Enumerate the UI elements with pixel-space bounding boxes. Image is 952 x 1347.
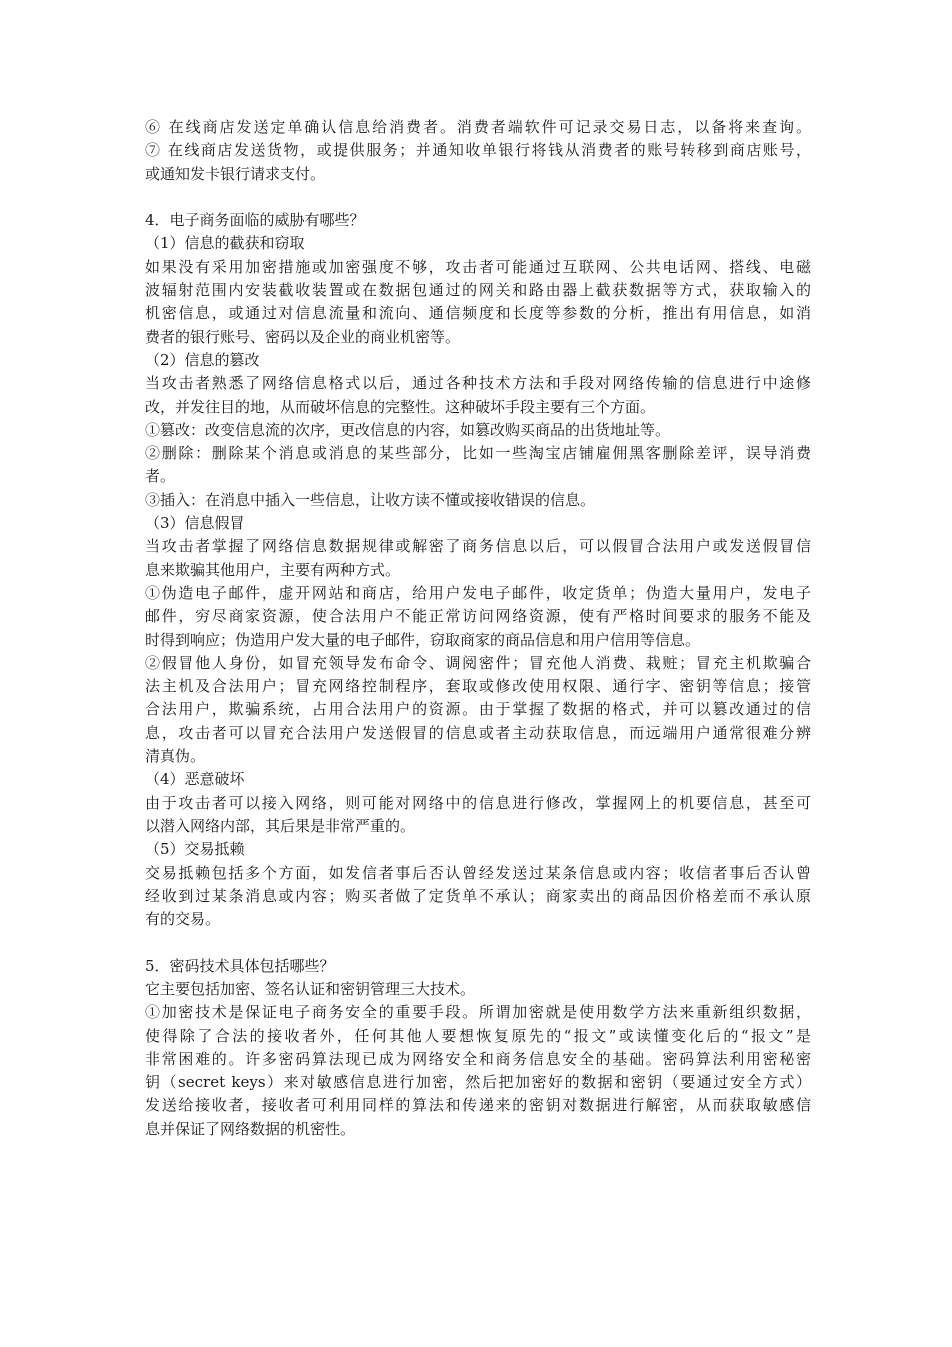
text-line: ①伪造电子邮件，虚开网站和商店，给用户发电子邮件，收定货单；伪造大量用户，发电子 (145, 583, 811, 602)
text-line: 以潜入网络内部，其后果是非常严重的。 (145, 816, 416, 835)
section-heading: 5．密码技术具体包括哪些？ (145, 956, 335, 975)
text-line: 交易抵赖包括多个方面，如发信者事后否认曾经发送过某条信息或内容；收信者事后否认曾 (145, 863, 811, 882)
text-line: 费者的银行账号、密码以及企业的商业机密等。 (145, 327, 461, 346)
text-line: ②假冒他人身份，如冒充领导发布命令、调阅密件；冒充他人消费、栽赃；冒充主机欺骗合 (145, 653, 811, 672)
text-line: ①加密技术是保证电子商务安全的重要手段。所谓加密就是使用数学方法来重新组织数据， (145, 1003, 811, 1022)
text-line: 经收到过某条消息或内容；购买者做了定货单不承认；商家卖出的商品因价格差而不承认原 (145, 886, 811, 905)
section-heading: 4．电子商务面临的威胁有哪些？ (145, 211, 365, 230)
text-line: 当攻击者熟悉了网络信息格式以后，通过各种技术方法和手段对网络传输的信息进行中途修 (145, 374, 811, 393)
text-line: 使得除了合法的接收者外，任何其他人要想恢复原先的“报文”或读懂变化后的“报文”是 (145, 1026, 811, 1045)
text-line: 合法用户，欺骗系统，占用合法用户的资源。由于掌握了数据的格式，并可以篡改通过的信 (145, 700, 811, 719)
text-line: 清真伪。 (145, 747, 206, 766)
blank-line (145, 931, 811, 954)
text-line: 发送给接收者，接收者可利用同样的算法和传递来的密钥对数据进行解密，从而获取敏感信 (145, 1096, 811, 1115)
text-line: 邮件，穷尽商家资源，使合法用户不能正常访问网络资源，使有严格时间要求的服务不能及 (145, 607, 811, 626)
text-line: 息来欺骗其他用户，主要有两种方式。 (145, 560, 401, 579)
text-line: ③插入：在消息中插入一些信息，让收方读不懂或接收错误的信息。 (145, 490, 596, 509)
subsection-heading: （2）信息的篡改 (145, 350, 260, 369)
text-line: ⑦ 在线商店发送货物，或提供服务；并通知收单银行将钱从消费者的账号转移到商店账号， (145, 141, 811, 160)
text-line: 非常困难的。许多密码算法现已成为网络安全和商务信息安全的基础。密码算法利用密秘密 (145, 1049, 811, 1068)
text-line: 如果没有采用加密措施或加密强度不够，攻击者可能通过互联网、公共电话网、搭线、电磁 (145, 257, 811, 276)
blank-line (145, 186, 811, 209)
subsection-heading: （3）信息假冒 (145, 514, 245, 533)
text-line: 机密信息，或通过对信息流量和流向、通信频度和长度等参数的分析，推出有用信息，如消 (145, 304, 811, 323)
text-line: 钥（secret keys）来对敏感信息进行加密，然后把加密好的数据和密钥（要通过安全方式） (145, 1073, 811, 1092)
text-line: 由于攻击者可以接入网络，则可能对网络中的信息进行修改，掌握网上的机要信息，甚至可 (145, 793, 811, 812)
text-line: 息，攻击者可以冒充合法用户发送假冒的信息或者主动获取信息，而远端用户通常很难分辨 (145, 723, 811, 742)
text-line: 时得到响应；伪造用户发大量的电子邮件，窃取商家的商品信息和用户信用等信息。 (145, 630, 701, 649)
text-line: 者。 (145, 467, 176, 486)
text-line: ⑥ 在线商店发送定单确认信息给消费者。消费者端软件可记录交易日志，以备将来查询。 (145, 118, 811, 136)
text-line: ②删除：删除某个消息或消息的某些部分，比如一些淘宝店铺雇佣黑客删除差评，误导消费 (145, 444, 811, 463)
text-line: 它主要包括加密、签名认证和密钥管理三大技术。 (145, 979, 476, 998)
text-line: 或通知发卡银行请求支付。 (145, 164, 326, 183)
document-body (145, 116, 811, 1141)
text-line: 息并保证了网络数据的机密性。 (145, 1119, 356, 1138)
subsection-heading: （1）信息的截获和窃取 (145, 234, 305, 253)
subsection-heading: （4）恶意破坏 (145, 770, 245, 789)
text-line: 有的交易。 (145, 910, 221, 929)
text-line: 当攻击者掌握了网络信息数据规律或解密了商务信息以后，可以假冒合法用户或发送假冒信 (145, 537, 811, 556)
text-line: 波辐射范围内安装截收装置或在数据包通过的网关和路由器上截获数据等方式，获取输入的 (145, 281, 811, 300)
subsection-heading: （5）交易抵赖 (145, 840, 245, 859)
text-line: 改，并发往目的地，从而破坏信息的完整性。这种破坏手段主要有三个方面。 (145, 397, 656, 416)
text-line: ①篡改：改变信息流的次序，更改信息的内容，如篡改购买商品的出货地址等。 (145, 420, 671, 439)
text-line: 法主机及合法用户；冒充网络控制程序，套取或修改使用权限、通行字、密钥等信息；接管 (145, 677, 811, 696)
